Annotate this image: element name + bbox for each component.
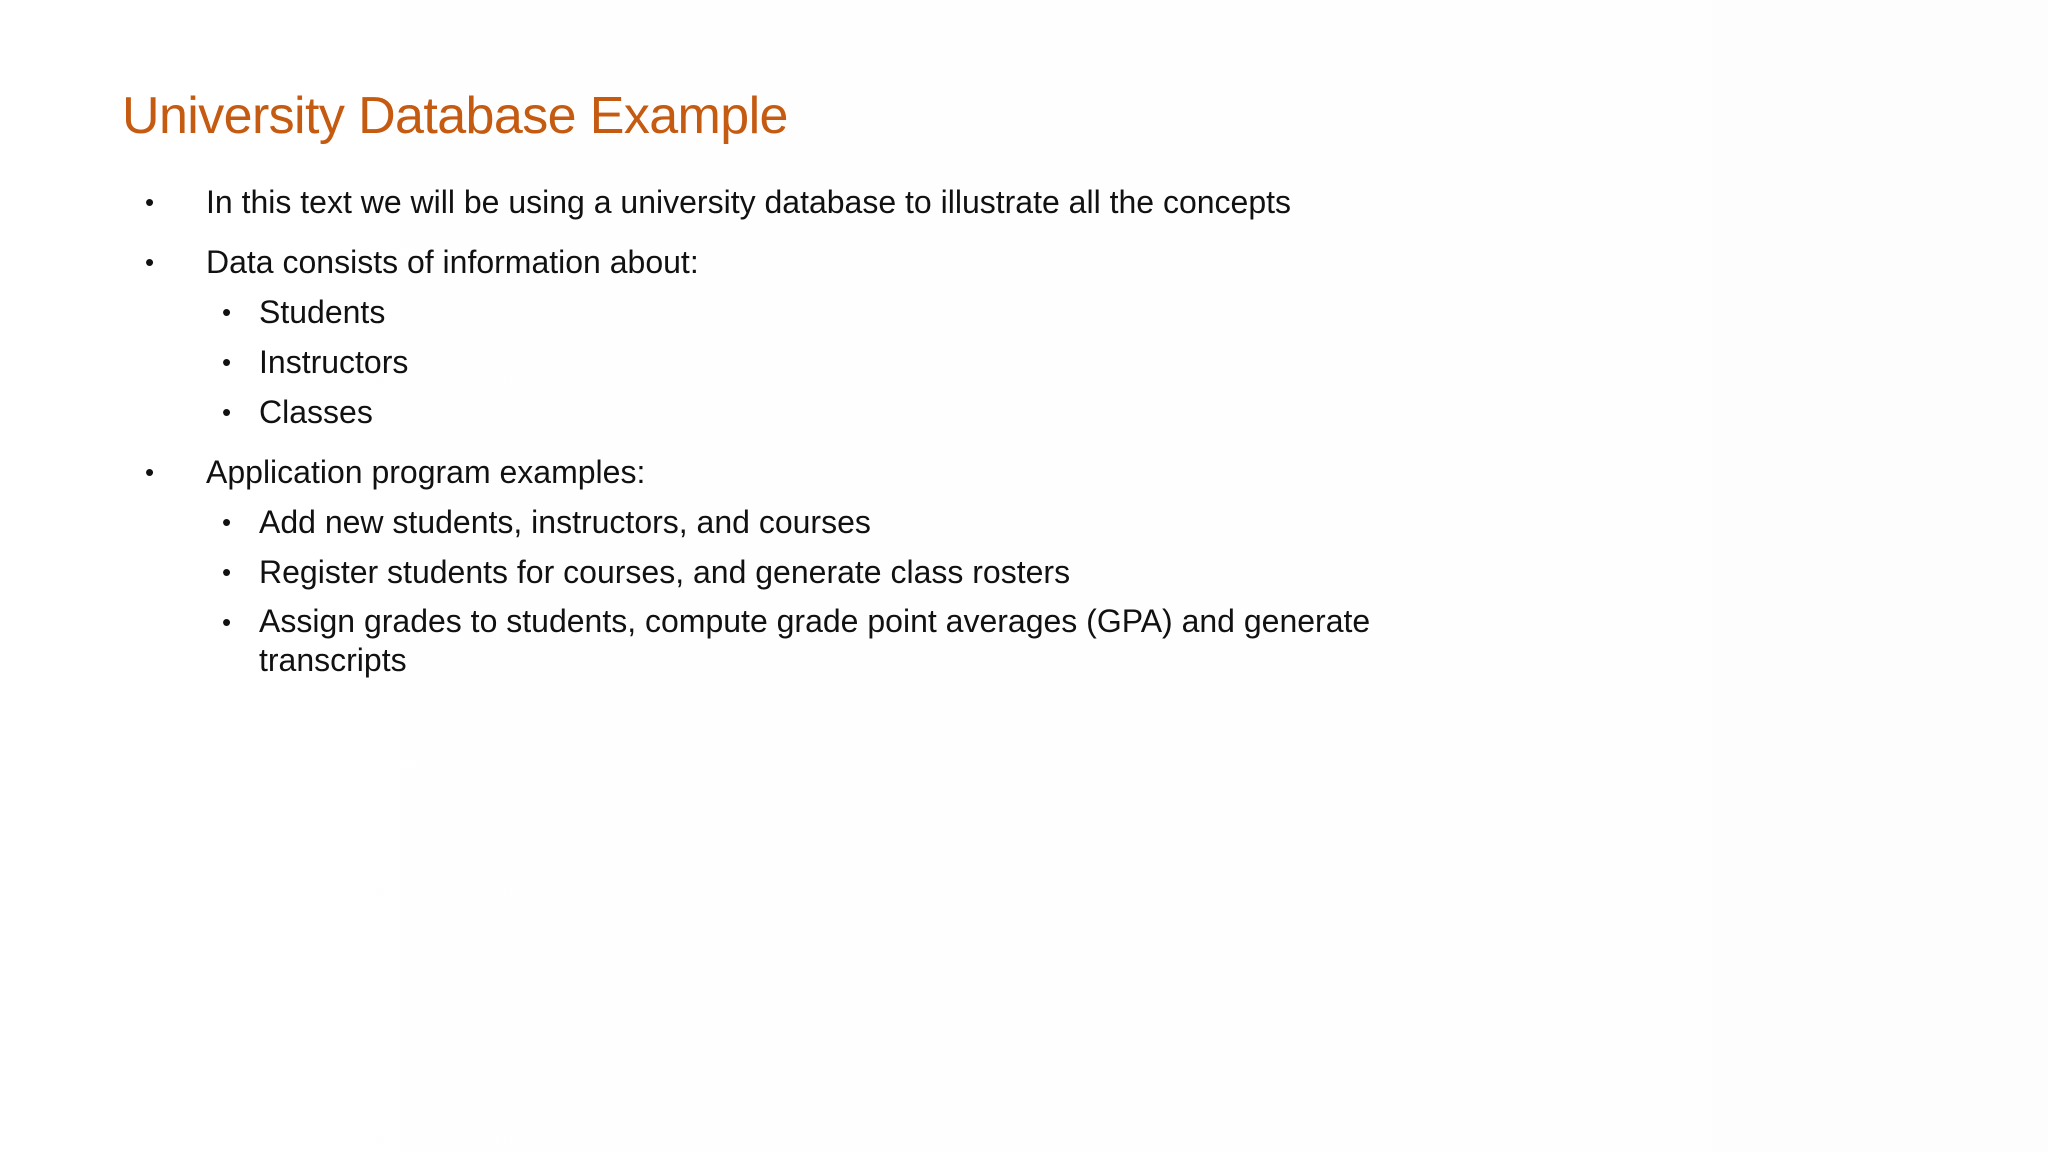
bullet-icon: •	[222, 607, 232, 637]
bullet-icon: •	[222, 297, 232, 327]
bullet-text: Add new students, instructors, and courses	[259, 504, 871, 540]
bullet-text: Students	[259, 294, 386, 330]
bullet-text: Register students for courses, and generate class rosters	[259, 554, 1071, 590]
bullet-icon: •	[222, 557, 232, 587]
bullet-icon: •	[145, 457, 155, 487]
bullet-text: Assign grades to students, compute grade point averages (GPA) and generate transcripts	[259, 603, 1371, 678]
bullet-text: In this text we will be using a university database to illustrate all the concepts	[206, 184, 1292, 220]
bullet-text: Data consists of information about:	[206, 244, 699, 280]
bullet-text: Classes	[259, 394, 373, 430]
bullet-text: Application program examples:	[206, 454, 646, 490]
bullet-icon: •	[145, 187, 155, 217]
slide-title: University Database Example	[122, 87, 788, 145]
bullet-icon: •	[222, 507, 232, 537]
bullet-icon: •	[222, 397, 232, 427]
bullet-icon: •	[145, 247, 155, 277]
bullet-text: Instructors	[259, 344, 409, 380]
bullet-icon: •	[222, 347, 232, 377]
